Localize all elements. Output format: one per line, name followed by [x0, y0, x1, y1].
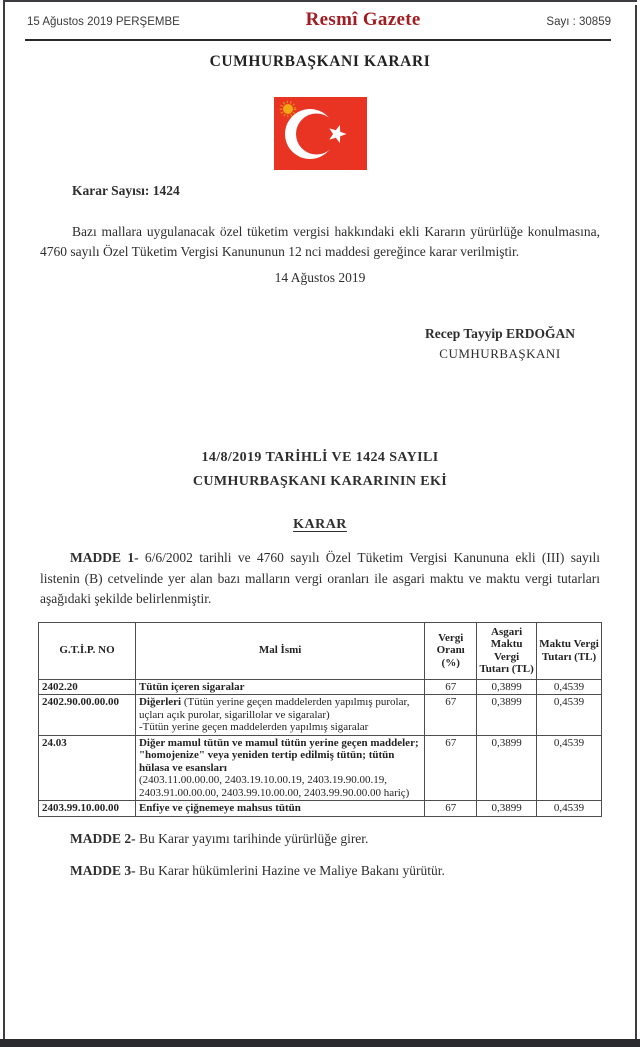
gtip-cell: 2403.99.10.00.00 — [39, 801, 136, 817]
table-row — [39, 679, 602, 695]
header-maktu: Maktu Vergi Tutarı (TL) — [537, 622, 602, 679]
vergi-orani-cell: 67 — [425, 679, 477, 695]
article-2 — [40, 829, 600, 850]
mal-ismi-bold: Diğerleri — [138, 696, 182, 708]
vergi-orani-cell: 67 — [425, 695, 477, 736]
page-border-right — [635, 5, 637, 1039]
presidential-sun-icon — [283, 104, 293, 114]
asgari-cell: 0,3899 — [477, 735, 537, 801]
signature-block — [425, 324, 575, 364]
header-gtip: G.T.İ.P. NO — [39, 622, 136, 679]
article-3-label: MADDE 3- — [70, 863, 136, 878]
table-row — [39, 735, 602, 801]
masthead-divider — [25, 39, 611, 41]
signer-title: CUMHURBAŞKANI — [439, 346, 561, 361]
header-asgari-maktu: Asgari Maktu Vergi Tutarı (TL) — [477, 622, 537, 679]
maktu-cell: 0,4539 — [537, 695, 602, 736]
mal-ismi-cell — [135, 679, 424, 695]
annex-heading-line1: 14/8/2019 TARİHLİ VE 1424 SAYILI — [201, 450, 439, 465]
table-row — [39, 695, 602, 736]
article-1 — [40, 548, 600, 610]
decree-body-text: Bazı mallara uygulanacak özel tüketim vergisi hakkındaki ekli Kararın yürürlüğe konulmasına, 4760 sayılı Özel Tüketim Vergisi Kanununun 12 nci maddesi gereğince karar verilmiştir. — [40, 224, 600, 259]
article-1-text: 6/6/2002 tarihli ve 4760 sayılı Özel Tüketim Vergisi Kanununa ekli (III) sayılı listenin (B) cetvelinde yer alan bazı malların vergi oranları ile asgari maktu ve maktu vergi tutarları aşağıdaki şekilde belirlenmiştir. — [40, 550, 600, 606]
issue-number: Sayı : 30859 — [546, 16, 611, 28]
asgari-cell: 0,3899 — [477, 679, 537, 695]
masthead — [5, 2, 635, 31]
mal-ismi-cell — [135, 735, 424, 801]
mal-ismi-bold: Diğer mamul tütün ve mamul tütün yerine geçen maddeler; "homojenize" veya yeniden tertip edilmiş tütün; tütün hülasa ve esansları — [138, 736, 419, 774]
vergi-orani-cell: 67 — [425, 801, 477, 817]
tax-rates-table — [38, 622, 602, 817]
gtip-cell: 24.03 — [39, 735, 136, 801]
mal-ismi-bold: Tütün içeren sigaralar — [138, 680, 245, 693]
mal-ismi-extra: -Tütün yerine geçen maddelerden yapılmış sigaralar — [138, 721, 369, 733]
header-mal-ismi: Mal İsmi — [135, 622, 424, 679]
flag-container — [5, 97, 635, 170]
asgari-cell: 0,3899 — [477, 695, 537, 736]
article-3-text: Bu Karar hükümlerini Hazine ve Maliye Bakanı yürütür. — [139, 863, 445, 878]
table-header-row — [39, 622, 602, 679]
document-content — [5, 2, 635, 882]
masthead-date: 15 Ağustos 2019 PERŞEMBE — [27, 16, 180, 28]
article-2-text: Bu Karar yayımı tarihinde yürürlüğe girer. — [139, 830, 369, 846]
decree-date: 14 Ağustos 2019 — [274, 270, 366, 285]
header-vergi-orani: Vergi Oranı (%) — [425, 622, 477, 679]
turkish-flag-icon — [274, 97, 367, 170]
decree-heading: CUMHURBAŞKANI KARARI — [209, 53, 431, 70]
mal-ismi-bold: Enfiye ve çiğnemeye mahsus tütün — [138, 802, 301, 814]
annex-subheading — [5, 516, 635, 534]
vergi-orani-cell: 67 — [425, 735, 477, 801]
mal-ismi-cell — [135, 801, 424, 817]
gazette-title: Resmî Gazete — [305, 9, 421, 30]
mal-ismi-rest: (Tütün yerine geçen maddelerden yapılmış purolar, uçları açık purolar, sigarillolar ve sigaralar) — [138, 696, 410, 721]
gtip-cell: 2402.20 — [39, 679, 136, 695]
maktu-cell: 0,4539 — [537, 679, 602, 695]
maktu-cell: 0,4539 — [537, 735, 602, 801]
page-border-bottom — [0, 1039, 640, 1047]
maktu-cell: 0,4539 — [537, 801, 602, 817]
decree-body-paragraph — [40, 222, 600, 262]
article-2-label: MADDE 2- — [70, 830, 136, 846]
signer-name: Recep Tayyip ERDOĞAN — [424, 326, 575, 341]
mal-ismi-cell — [135, 695, 424, 736]
decision-number: Karar Sayısı: 1424 — [72, 183, 180, 198]
article-1-label: MADDE 1- — [70, 550, 139, 565]
annex-subheading-text: KARAR — [293, 517, 347, 532]
annex-heading — [5, 446, 635, 494]
annex-heading-line2: CUMHURBAŞKANI KARARININ EKİ — [192, 474, 448, 489]
mal-ismi-extra: (2403.11.00.00.00, 2403.19.10.00.19, 2403.19.90.00.19, 2403.91.00.00.00, 2403.99.10.00.00, 2403.99.90.00.00 hariç) — [138, 774, 410, 799]
table-row — [39, 801, 602, 817]
gtip-cell: 2402.90.00.00.00 — [39, 695, 136, 736]
asgari-cell: 0,3899 — [477, 801, 537, 817]
article-3 — [40, 861, 600, 882]
